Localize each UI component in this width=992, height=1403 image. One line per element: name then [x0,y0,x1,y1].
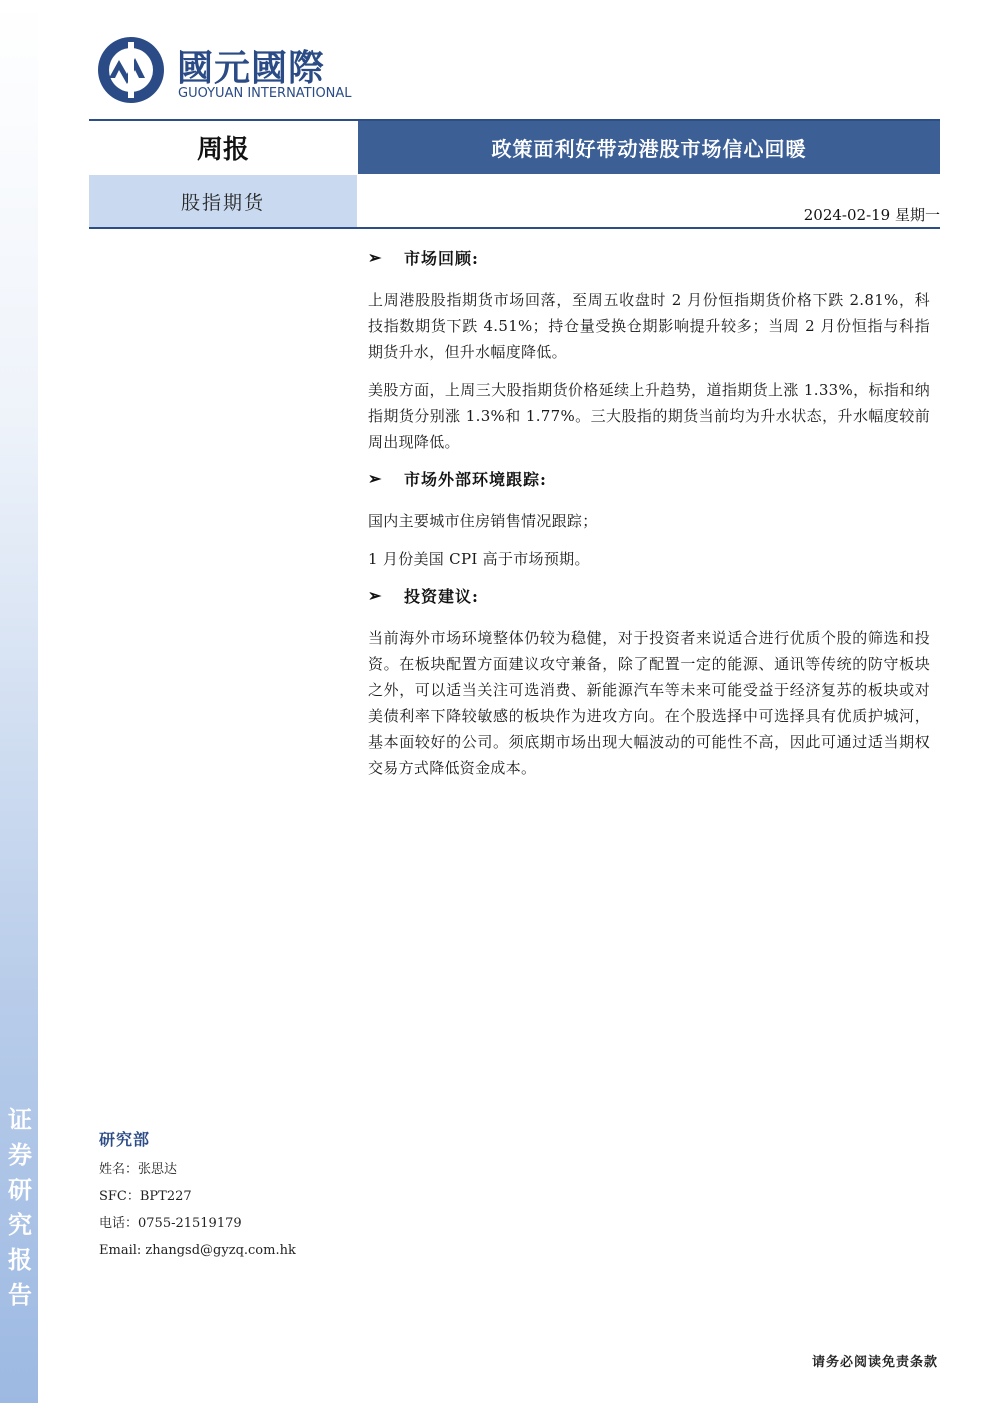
company-logo [95,34,365,108]
report-date: 2024-02-19 星期一 [803,206,940,224]
report-title: 政策面利好带动港股市场信心回暖 [358,121,940,174]
vertical-label-char: 究 [8,1210,32,1239]
paragraph: 上周港股股指期货市场回落，至周五收盘时 2 月份恒指期货价格下跌 2.81%，科技指数期货下跌 4.51%；持仓量受换仓期影响提升较多；当周 2 月份恒指与科指期货升水，但升水幅度降低。 [368,291,930,361]
section-heading-market-review [368,246,930,269]
author-phone: 电话：0755-21519179 [99,1216,242,1231]
author-sfc: SFC：BPT227 [99,1189,192,1204]
arrow-bullet-icon: ➢ [368,248,383,267]
logo-english-text: GUOYUAN INTERNATIONAL [178,86,352,101]
author-email[interactable]: Email: zhangsd@gyzq.com.hk [99,1243,296,1258]
author-name: 姓名：张思达 [99,1162,178,1177]
disclaimer-note: 请务必阅读免责条款 [811,1355,938,1370]
section-heading-text: 投资建议: [404,587,479,606]
section-heading-external-environment [368,467,930,490]
vertical-report-label [4,1102,36,1312]
section-heading-investment-advice [368,584,930,607]
paragraph: 1 月份美国 CPI 高于市场预期。 [368,550,590,568]
author-block [99,1127,359,1264]
arrow-bullet-icon: ➢ [368,586,383,605]
vertical-label-char: 券 [8,1140,32,1169]
section-heading-text: 市场回顾: [404,249,479,268]
vertical-label-char: 证 [8,1105,32,1134]
vertical-label-char: 研 [8,1175,32,1204]
author-department: 研究部 [99,1130,151,1149]
logo-emblem-icon [95,34,167,106]
report-body [368,240,930,793]
logo-chinese-text: 國元國際 [177,48,326,89]
header-bottom-rule [89,227,940,229]
paragraph: 美股方面，上周三大股指期货价格延续上升趋势，道指期货上涨 1.33%，标指和纳指期货分别涨 1.3%和 1.77%。三大股指的期货当前均为升水状态，升水幅度较前周出现降低。 [368,381,930,451]
report-category: 股指期货 [89,175,357,227]
paragraph: 当前海外市场环境整体仍较为稳健，对于投资者来说适合进行优质个股的筛选和投资。在板块配置方面建议攻守兼备，除了配置一定的能源、通讯等传统的防守板块之外，可以适当关注可选消费、新能源汽车等未来可能受益于经济复苏的板块或对美债利率下降较敏感的板块作为进攻方向。在个股选择中可选择具有优质护城河，基本面较好的公司。须底期市场出现大幅波动的可能性不高，因此可通过适当期权交易方式降低资金成本。 [368,629,930,777]
arrow-bullet-icon: ➢ [368,469,383,488]
vertical-label-char: 告 [8,1280,32,1309]
report-type: 周报 [89,121,357,174]
paragraph: 国内主要城市住房销售情况跟踪； [368,512,598,530]
vertical-label-char: 报 [8,1245,32,1274]
section-heading-text: 市场外部环境跟踪: [404,470,547,489]
